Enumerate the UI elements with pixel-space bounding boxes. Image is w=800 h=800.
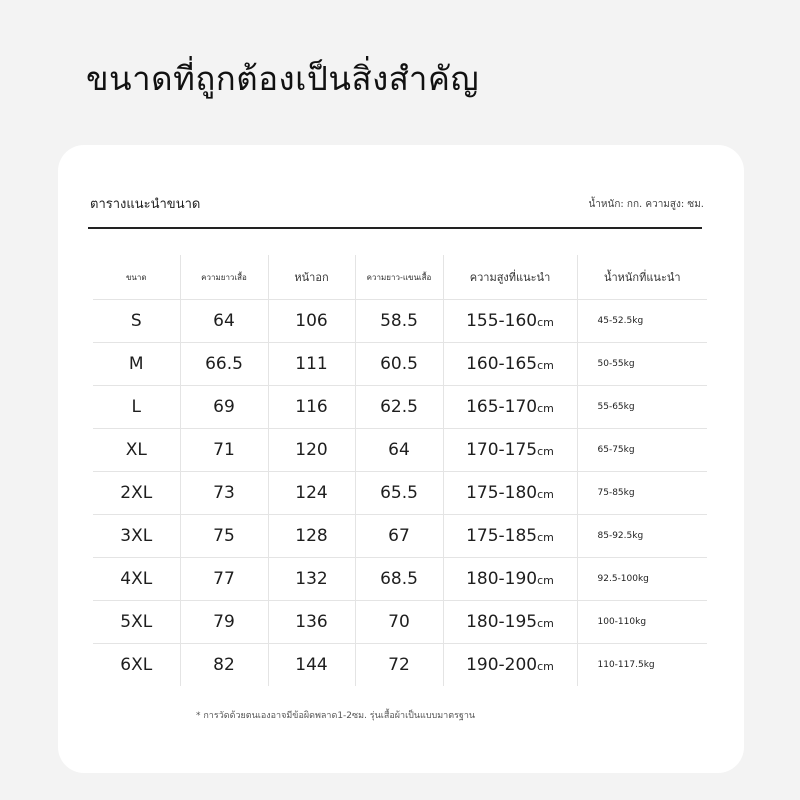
height-unit: cm (537, 574, 554, 587)
chest-cell (268, 558, 355, 601)
sleeve-cell-value: 67 (388, 526, 410, 546)
weight-cell (577, 472, 707, 515)
table-row (93, 472, 707, 515)
sleeve-cell (355, 601, 443, 644)
height-unit: cm (537, 445, 554, 458)
height-cell-value: 160-165 (466, 354, 538, 374)
weight-cell (577, 558, 707, 601)
size-chart-title: ตารางแนะนำขนาด (90, 197, 201, 212)
length-cell (180, 386, 268, 429)
size-cell-value: 6XL (120, 655, 153, 675)
chest-cell (268, 644, 355, 687)
size-cell (93, 343, 180, 386)
sleeve-cell (355, 429, 443, 472)
height-cell-value: 175-180 (466, 483, 538, 503)
length-cell-value: 66.5 (205, 354, 243, 374)
table-row (93, 300, 707, 343)
sleeve-cell-value: 70 (388, 612, 410, 632)
chest-cell-value: 111 (295, 354, 328, 374)
weight-cell (577, 343, 707, 386)
height-unit: cm (537, 660, 554, 673)
length-cell (180, 558, 268, 601)
chest-cell (268, 386, 355, 429)
page-title: ขนาดที่ถูกต้องเป็นสิ่งสำคัญ (86, 59, 480, 98)
chest-cell-value: 116 (295, 397, 328, 417)
size-cell (93, 472, 180, 515)
sleeve-cell (355, 558, 443, 601)
length-cell-value: 82 (213, 655, 235, 675)
size-cell-value: M (128, 354, 144, 374)
height-unit: cm (537, 488, 554, 501)
column-header-height: ความสูงที่แนะนำ (443, 255, 577, 300)
weight-cell-value: 100-110kg (597, 617, 647, 627)
size-cell (93, 386, 180, 429)
size-cell-value: 5XL (120, 612, 153, 632)
sleeve-cell-value: 64 (388, 440, 410, 460)
chest-cell-value: 128 (295, 526, 328, 546)
chest-cell (268, 343, 355, 386)
size-cell (93, 515, 180, 558)
weight-cell (577, 601, 707, 644)
weight-cell (577, 429, 707, 472)
sleeve-cell-value: 62.5 (380, 397, 418, 417)
weight-cell (577, 644, 707, 687)
weight-cell (577, 515, 707, 558)
weight-cell-value: 110-117.5kg (597, 660, 655, 670)
height-cell-value: 170-175 (466, 440, 538, 460)
height-unit: cm (537, 359, 554, 372)
table-row (93, 343, 707, 386)
height-cell (443, 300, 577, 343)
column-header-size: ขนาด (93, 255, 180, 300)
sleeve-cell (355, 515, 443, 558)
height-cell (443, 472, 577, 515)
table-row (93, 601, 707, 644)
size-cell (93, 300, 180, 343)
weight-cell-value: 92.5-100kg (597, 574, 649, 584)
sleeve-cell-value: 72 (388, 655, 410, 675)
card-header (90, 193, 704, 225)
column-header-chest: หน้าอก (268, 255, 355, 300)
height-unit: cm (537, 617, 554, 630)
sleeve-cell-value: 68.5 (380, 569, 418, 589)
length-cell-value: 71 (213, 440, 235, 460)
height-cell (443, 515, 577, 558)
length-cell (180, 343, 268, 386)
height-cell (443, 601, 577, 644)
size-cell (93, 601, 180, 644)
sleeve-cell-value: 60.5 (380, 354, 418, 374)
height-cell-value: 165-170 (466, 397, 538, 417)
length-cell-value: 73 (213, 483, 235, 503)
chest-cell (268, 472, 355, 515)
length-cell-value: 79 (213, 612, 235, 632)
size-cell-value: S (130, 311, 142, 331)
size-chart-card (58, 145, 744, 773)
length-cell-value: 64 (213, 311, 235, 331)
table-row (93, 515, 707, 558)
height-cell-value: 155-160 (466, 311, 538, 331)
size-cell-value: 2XL (120, 483, 153, 503)
sleeve-cell (355, 472, 443, 515)
height-unit: cm (537, 531, 554, 544)
height-cell-value: 190-200 (466, 655, 538, 675)
height-unit: cm (537, 316, 554, 329)
table-row (93, 558, 707, 601)
weight-cell-value: 45-52.5kg (597, 316, 644, 326)
length-cell (180, 515, 268, 558)
column-header-weight: น้ำหนักที่แนะนำ (577, 255, 707, 300)
sleeve-cell-value: 65.5 (380, 483, 418, 503)
table-row (93, 644, 707, 687)
table-header-row (93, 255, 707, 300)
table-row (93, 386, 707, 429)
column-header-length: ความยาวเสื้อ (180, 255, 268, 300)
chest-cell-value: 106 (295, 311, 328, 331)
length-cell-value: 69 (213, 397, 235, 417)
length-cell (180, 644, 268, 687)
size-cell (93, 644, 180, 687)
sleeve-cell (355, 300, 443, 343)
sleeve-cell (355, 343, 443, 386)
table-row (93, 429, 707, 472)
size-cell (93, 429, 180, 472)
size-cell-value: 3XL (120, 526, 153, 546)
weight-cell-value: 85-92.5kg (597, 531, 644, 541)
height-cell-value: 180-190 (466, 569, 538, 589)
height-cell (443, 429, 577, 472)
length-cell (180, 601, 268, 644)
height-cell (443, 558, 577, 601)
chest-cell-value: 136 (295, 612, 328, 632)
length-cell (180, 429, 268, 472)
length-cell (180, 472, 268, 515)
chest-cell (268, 515, 355, 558)
height-cell-value: 175-185 (466, 526, 538, 546)
size-cell (93, 558, 180, 601)
weight-cell-value: 55-65kg (597, 402, 635, 412)
height-cell (443, 386, 577, 429)
chest-cell-value: 144 (295, 655, 328, 675)
units-note: น้ำหนัก: กก. ความสูง: ซม. (588, 199, 704, 210)
size-table (93, 255, 707, 686)
chest-cell-value: 120 (295, 440, 328, 460)
weight-cell-value: 65-75kg (597, 445, 635, 455)
chest-cell-value: 132 (295, 569, 328, 589)
height-cell (443, 644, 577, 687)
footnote: * การวัดด้วยตนเองอาจมีข้อผิดพลาด1-2ซม. รุ่นเสื้อผ้าเป็นแบบมาตรฐาน (196, 711, 476, 721)
column-header-sleeve: ความยาว-แขนเสื้อ (355, 255, 443, 300)
chest-cell-value: 124 (295, 483, 328, 503)
height-cell-value: 180-195 (466, 612, 538, 632)
header-divider (88, 227, 702, 229)
chest-cell (268, 601, 355, 644)
weight-cell (577, 386, 707, 429)
height-cell (443, 343, 577, 386)
sleeve-cell (355, 386, 443, 429)
weight-cell (577, 300, 707, 343)
height-unit: cm (537, 402, 554, 415)
size-cell-value: 4XL (120, 569, 153, 589)
sleeve-cell-value: 58.5 (380, 311, 418, 331)
length-cell-value: 75 (213, 526, 235, 546)
sleeve-cell (355, 644, 443, 687)
size-cell-value: L (131, 397, 141, 417)
chest-cell (268, 300, 355, 343)
length-cell-value: 77 (213, 569, 235, 589)
size-cell-value: XL (125, 440, 147, 460)
chest-cell (268, 429, 355, 472)
length-cell (180, 300, 268, 343)
weight-cell-value: 75-85kg (597, 488, 635, 498)
weight-cell-value: 50-55kg (597, 359, 635, 369)
